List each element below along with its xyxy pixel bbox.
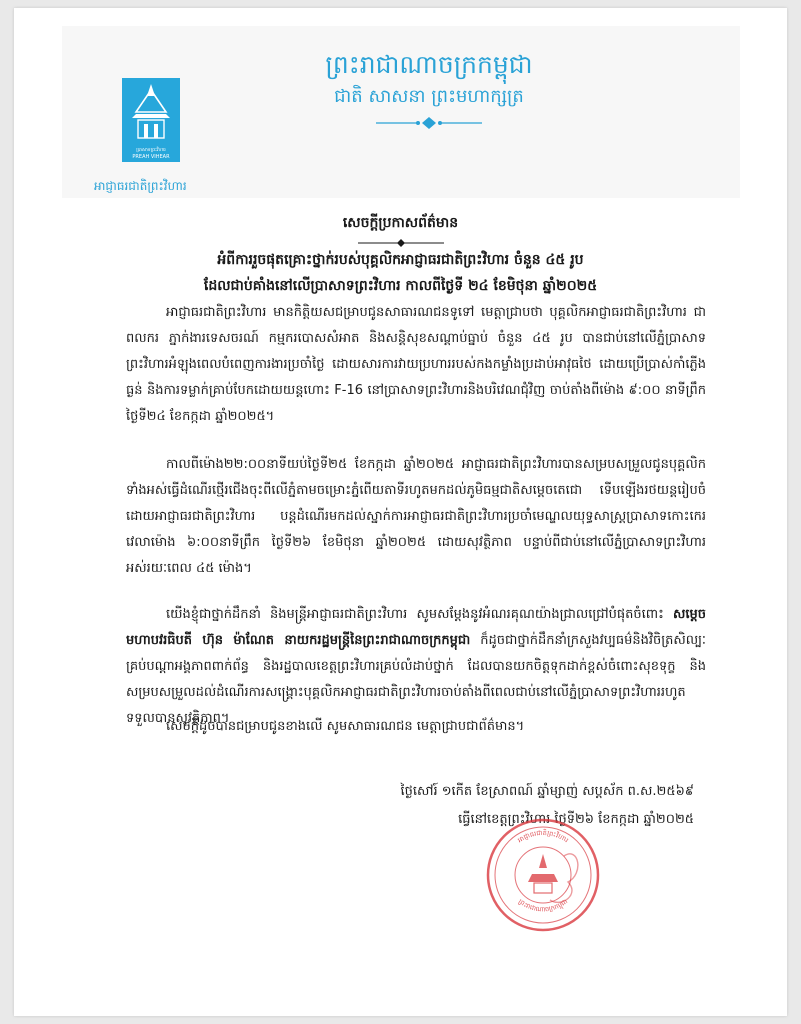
svg-text:ប្រាសាទព្រះវិហារ: ប្រាសាទព្រះវិហារ xyxy=(136,148,166,153)
body-paragraph-2: កាលពីម៉ោង២២:០០នាទីយប់ថ្ងៃទី២៥ ខែកក្កដា ឆ្នាំ២០២៥ អាជ្ញាធរជាតិព្រះវិហារបានសម្របសម្រួលជូនបុគ្គលិកទាំងអស់ធ្វើដំណើរថ្មើរជើងចុះពីលើភ្នំតាមចម្រោះភ្នំពើយតាទីរហូតមកដល់ភូមិធម្មជាតិសម្តេចតេជោ ទើបឡើងរថយន្តរៀបចំដោយអាជ្ញាធរជាតិព្រះវិហារ បន្តដំណើរមកដល់ស្នាក់ការអាជ្ញាធរជាតិព្រះវិហារប្រចាំមេណ្ឌលយុទ្ធសាស្ត្រប្រាសាទកោះកេរវេលាម៉ោង ៦:០០នាទីព្រឹក ថ្ងៃទី២៦ ខែមិថុនា ឆ្នាំ២០២៥ ដោយសុវត្ថិភាព បន្ទាប់ពីជាប់នៅលើភ្នំប្រាសាទព្រះវិហារ អស់រយៈពេល ៤៥ ម៉ោង។ xyxy=(126,457,706,576)
royal-heading xyxy=(264,48,594,130)
title-line-1: សេចក្តីប្រកាសព័ត៌មាន xyxy=(342,215,459,231)
logo-caption: អាជ្ញាធរជាតិព្រះវិហារ xyxy=(94,179,187,193)
svg-text:ព្រះរាជាណាចក្រកម្ពុជា: ព្រះរាជាណាចក្រកម្ពុជា xyxy=(516,897,570,914)
document-page xyxy=(14,8,787,1016)
official-seal-icon xyxy=(484,816,602,934)
body-paragraph-1: អាជ្ញាធរជាតិព្រះវិហារ មានកិត្តិយសជម្រាបជូនសាធារណជនទូទៅ មេត្តាជ្រាបថា បុគ្គលិកអាជ្ញាធរជាតិព្រះវិហារ ជាពលករ ភ្នាក់ងារទេសចរណ៍ កម្មករបោសសំអាត និងសន្តិសុខសណ្តាប់ធ្នាប់ ចំនួន ៤៥ រូប បានជាប់នៅលើភ្នំប្រាសាទព្រះវិហារអំឡុងពេលបំពេញការងារប្រចាំថ្ងៃ ដោយសារការវាយប្រហាររបស់កងកម្លាំងប្រដាប់អាវុធថៃ ដោយប្រើប្រាស់កាំភ្លើងធ្ងន់ និងការទម្លាក់គ្រាប់បែកដោយយន្តហោះ F-16 នៅប្រាសាទព្រះវិហារនិងបរិវេណជុំវិញ ចាប់តាំងពីម៉ោង ៩:០០ នាទីព្រឹក ថ្ងៃទី២៤ ខែកក្កដា ឆ្នាំ២០២៥។ xyxy=(126,305,706,424)
body-paragraph-3: យើងខ្ញុំជាថ្នាក់ដឹកនាំ និងមន្ត្រីអាជ្ញាធរជាតិព្រះវិហារ សូមសម្តែងនូវអំណរគុណយ៉ាងជ្រាលជ្រៅបំផុតចំពោះ សម្តេចមហាបវរធិបតី ហ៊ុន ម៉ាណែត នាយករដ្ឋមន្ត្រីនៃព្រះរាជាណាចក្រកម្ពុជា ក៏ដូចជាថ្នាក់ដឹកនាំក្រសួងវប្បធម៌និងវិចិត្រសិល្បៈ គ្រប់បណ្តាអង្គភាពពាក់ព័ន្ធ និងរដ្ឋបាលខេត្តព្រះវិហារគ្រប់លំដាប់ថ្នាក់ ដែលបានយកចិត្តទុកដាក់ខ្ពស់ចំពោះសុខទុក្ខ និងសម្របសម្រួលដល់ដំណើរការសង្គ្រោះបុគ្គលិកអាជ្ញាធរជាតិព្រះវិហារចាប់តាំងពីពេលជាប់នៅលើភ្នំប្រាសាទព្រះវិហាររហូតទទួលបានសុវត្ថិភាព។ xyxy=(126,607,706,726)
temple-logo-icon xyxy=(122,78,180,162)
lunar-date: ថ្ងៃសៅរ៍ ១កើត ខែស្រាពណ៍ ឆ្នាំម្សាញ់ សប្តស័ក ព.ស.២៥៦៩ xyxy=(400,784,694,799)
announcement-title xyxy=(44,210,757,299)
svg-text:អាជ្ញាធរជាតិព្រះវិហារ: អាជ្ញាធរជាតិព្រះវិហារ xyxy=(516,828,570,845)
title-line-2: អំពីការរួចផុតគ្រោះថ្នាក់របស់បុគ្គលិកអាជ្ញាធរជាតិព្រះវិហារ ចំនួន ៤៥ រូប xyxy=(217,252,584,268)
divider-ornament-icon xyxy=(374,116,484,130)
body-paragraph-4: សេចក្តីដូចបានជម្រាបជូនខាងលើ សូមសាធារណជន មេត្តាជ្រាបជាព័ត៌មាន។ xyxy=(166,719,525,734)
national-motto: ជាតិ សាសនា ព្រះមហាក្សត្រ xyxy=(334,86,524,107)
svg-text:PREAH VIHEAR: PREAH VIHEAR xyxy=(132,154,170,160)
kingdom-title: ព្រះរាជាណាចក្រកម្ពុជា xyxy=(325,50,533,79)
prime-minister-name: សម្តេចមហាបវរធិបតី ហ៊ុន ម៉ាណែត នាយករដ្ឋមន្ត្រីនៃព្រះរាជាណាចក្រកម្ពុជា xyxy=(126,607,706,648)
title-line-3: ដែលជាប់គាំងនៅលើប្រាសាទព្រះវិហារ កាលពីថ្ងៃទី ២៤ ខែមិថុនា ឆ្នាំ២០២៥ xyxy=(203,278,598,294)
title-ornament-icon xyxy=(356,239,446,247)
place-date: ធ្វើនៅខេត្តព្រះវិហារ ថ្ងៃទី២៦ ខែកក្កដា ឆ្នាំ២០២៥ xyxy=(458,812,694,827)
